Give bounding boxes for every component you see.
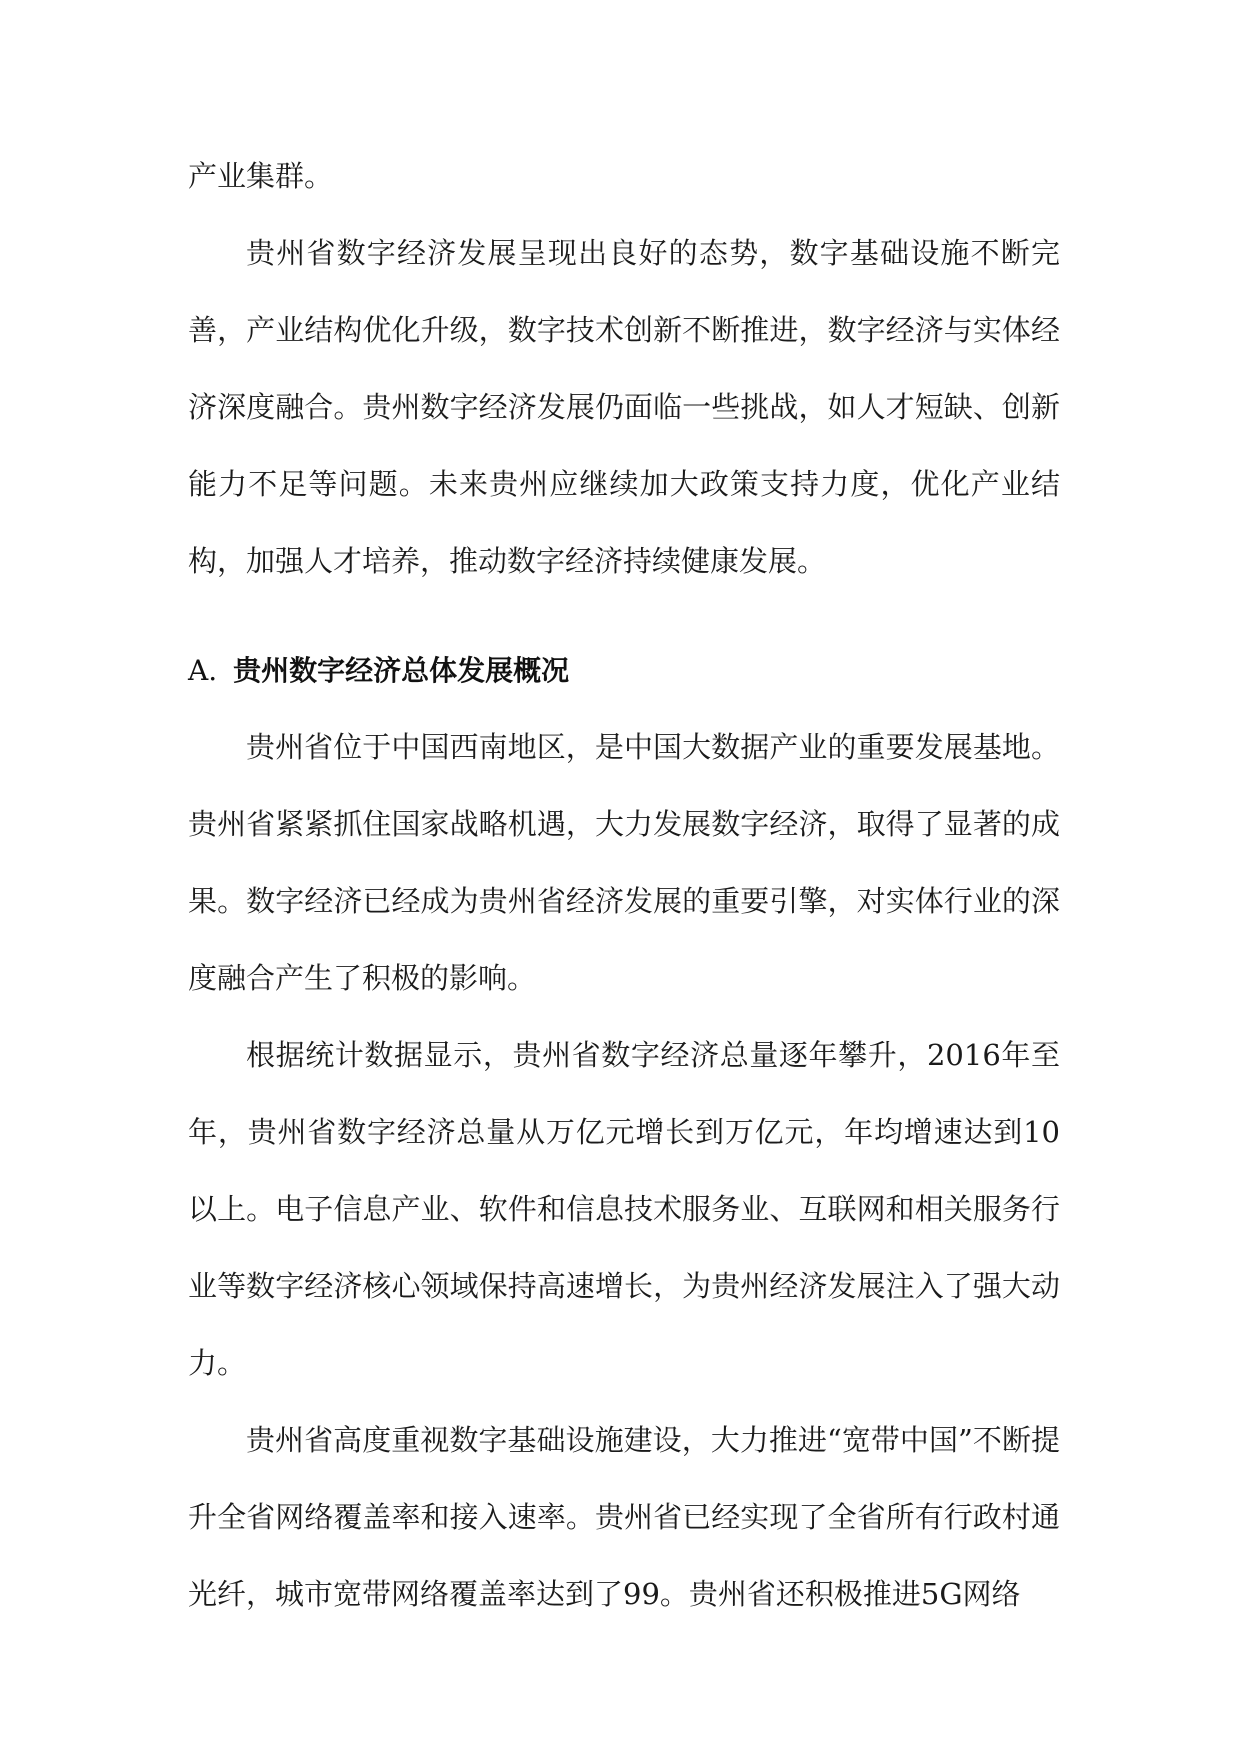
section-number: A. <box>188 654 218 687</box>
paragraph-infrastructure: 贵州省高度重视数字基础设施建设，大力推进“宽带中国”不断提升全省网络覆盖率和接入速率。贵州省已经实现了全省所有行政村通光纤，城市宽带网络覆盖率达到了99。贵州省还积极推进5G网络 <box>188 1423 1060 1611</box>
section-title: 贵州数字经济总体发展概况 <box>233 654 570 687</box>
document-body <box>188 138 1060 1633</box>
paragraph-location: 贵州省位于中国西南地区，是中国大数据产业的重要发展基地。贵州省紧紧抓住国家战略机遇，大力发展数字经济，取得了显著的成果。数字经济已经成为贵州省经济发展的重要引擎，对实体行业的深度融合产生了积极的影响。 <box>188 730 1060 995</box>
paragraph-overview-summary: 贵州省数字经济发展呈现出良好的态势，数字基础设施不断完善，产业结构优化升级，数字技术创新不断推进，数字经济与实体经济深度融合。贵州数字经济发展仍面临一些挑战，如人才短缺、创新能力不足等问题。未来贵州应继续加大政策支持力度，优化产业结构，加强人才培养，推动数字经济持续健康发展。 <box>188 236 1060 578</box>
paragraph-continuation: 产业集群。 <box>188 159 334 193</box>
paragraph-statistics: 根据统计数据显示，贵州省数字经济总量逐年攀升，2016年至年，贵州省数字经济总量从万亿元增长到万亿元，年均增速达到10以上。电子信息产业、软件和信息技术服务业、互联网和相关服务行业等数字经济核心领域保持高速增长，为贵州经济发展注入了强大动力。 <box>188 1038 1060 1380</box>
section-heading <box>188 632 1060 709</box>
